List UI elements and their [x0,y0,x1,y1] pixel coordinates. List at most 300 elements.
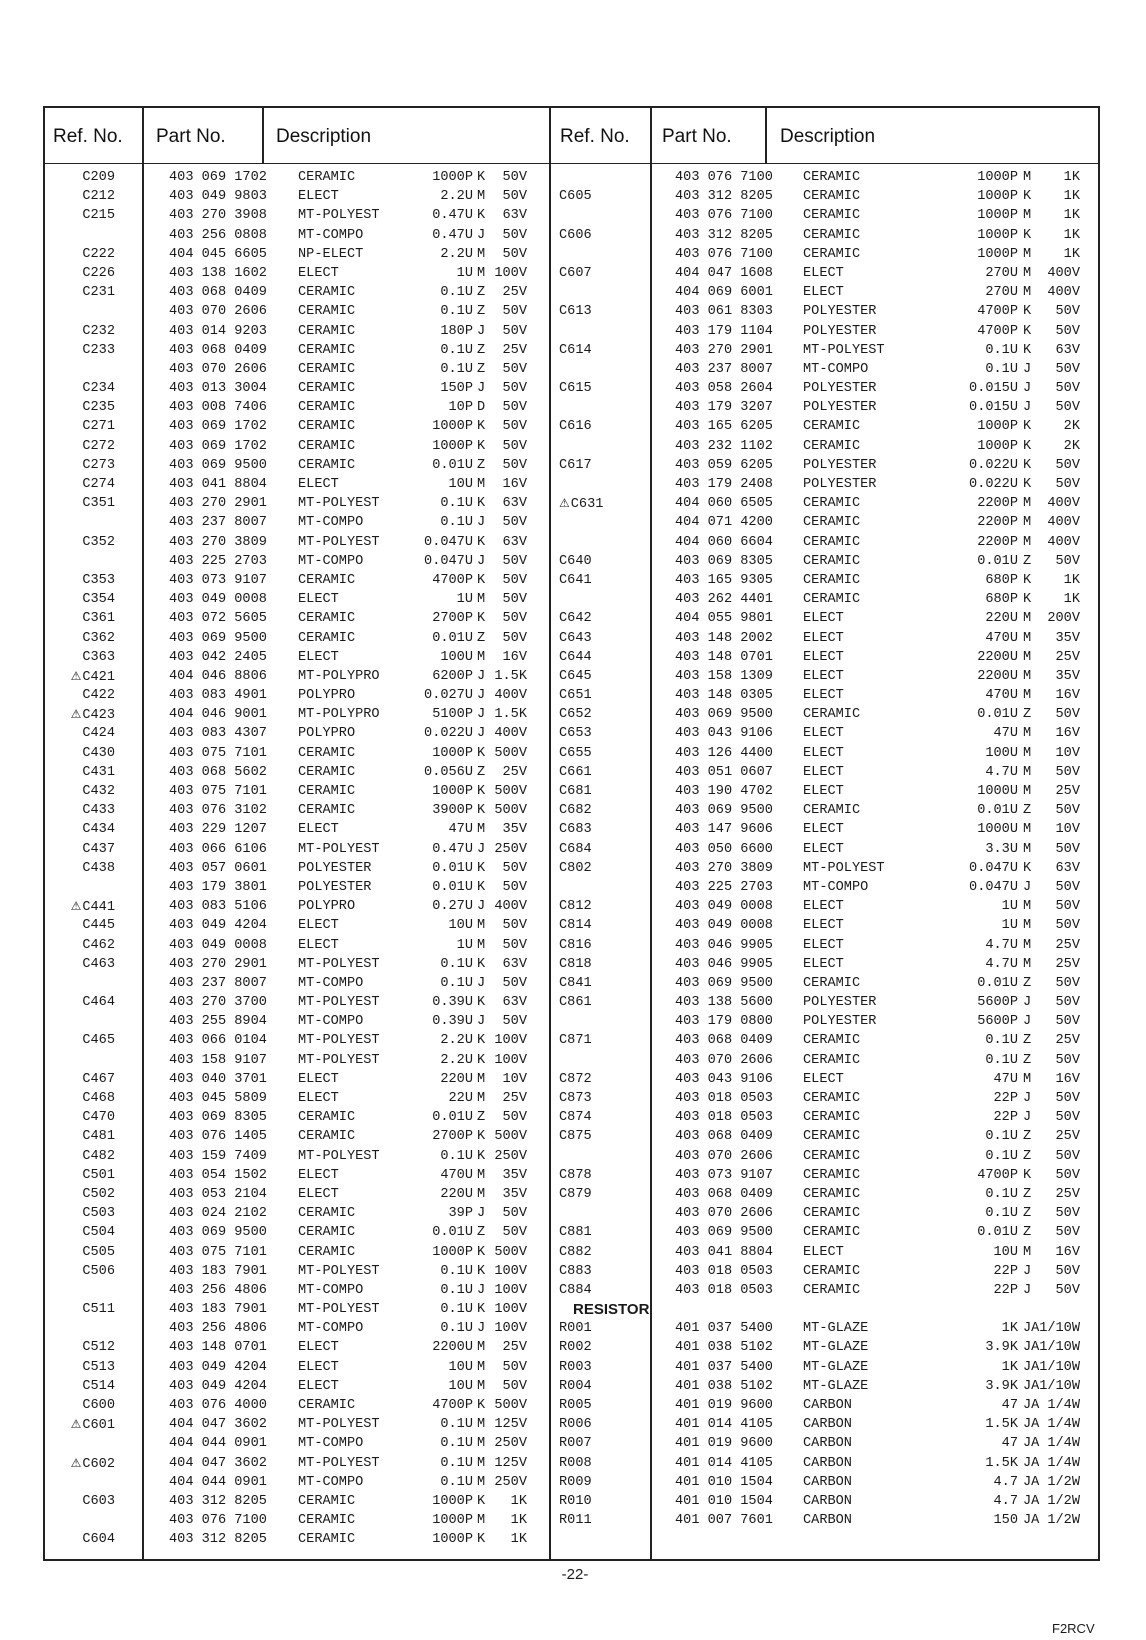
rating: 50V [502,323,527,339]
part-no: 403 059 6205 [675,457,773,473]
tolerance: J [1023,400,1032,416]
rating: 63V [502,496,527,512]
value: 4.7 [993,1474,1018,1490]
tolerance: M [477,822,486,838]
value: 1000U [977,822,1018,838]
description: ELECT [803,611,844,627]
rating: 50V [1055,764,1080,780]
table-row [45,1492,549,1511]
table-row [551,1012,1100,1031]
tolerance: M [1023,726,1032,742]
ref-no [45,1358,115,1377]
description: ELECT [803,668,844,684]
part-no: 403 008 7406 [169,400,267,416]
tolerance: K [1023,1167,1032,1183]
value: 0.047U [969,860,1018,876]
part-no: 403 046 9905 [675,937,773,953]
table-row [45,840,549,859]
tolerance: K [477,438,486,454]
part-no: 403 069 9500 [675,707,773,723]
rating: 1K [1063,189,1080,205]
description: MT-POLYEST [298,1033,380,1049]
rating: 50V [502,457,527,473]
ref-no [45,264,115,283]
description: CERAMIC [803,572,861,588]
value: 0.01U [432,1225,473,1241]
value: 220U [985,611,1018,627]
rating: 50V [502,189,527,205]
table-row [45,206,549,225]
tolerance: Z [1023,1129,1032,1145]
ref-no [45,648,115,667]
description: MT-POLYEST [803,860,885,876]
part-no: 404 045 6605 [169,246,267,262]
rating: 50V [502,304,527,320]
table-row [45,1031,549,1050]
tolerance: JA [1023,1455,1040,1471]
value: 4.7U [985,764,1018,780]
value: 1000P [977,438,1018,454]
ref-no-text: C503 [82,1206,115,1222]
table-row [551,206,1100,225]
description: POLYESTER [298,860,372,876]
part-no: 403 049 0008 [675,899,773,915]
ref-no-text: C226 [82,265,115,281]
description: ELECT [803,726,844,742]
rating: 50V [502,419,527,435]
description: CERAMIC [298,572,356,588]
table-row [551,782,1100,801]
tolerance: M [1023,496,1032,512]
ref-no-text: C502 [82,1186,115,1202]
tolerance: M [1023,784,1032,799]
ref-no-text: C438 [82,860,115,876]
table-row [551,1358,1100,1377]
value: 1000P [432,170,473,185]
ref-no [45,341,115,360]
ref-no [45,1338,115,1357]
tolerance: M [1023,285,1032,301]
rating: 1/4W [1047,1436,1080,1452]
rating: 1K [510,1493,527,1509]
ref-no [559,936,621,955]
description: CERAMIC [803,1091,861,1106]
ref-no-text: C423 [82,708,115,724]
description: CERAMIC [298,342,356,358]
ref-no-text: C464 [82,995,115,1011]
table-row [45,609,549,628]
part-no: 403 069 9500 [169,630,267,646]
ref-no-text: C600 [82,1398,115,1413]
value: 0.022U [969,457,1018,473]
value: 22P [993,1263,1018,1279]
description: MT-COMPO [298,227,364,243]
value: 2.2U [440,189,473,205]
ref-no [559,1396,621,1415]
rating: 63V [1055,860,1080,876]
table-row [45,993,549,1012]
description: CERAMIC [803,419,861,435]
tolerance: M [1023,899,1032,915]
value: 0.1U [985,1186,1018,1202]
part-no: 403 312 8205 [169,1532,267,1548]
rating: 63V [502,208,527,224]
table-row [551,1319,1100,1338]
rating: 25V [502,1091,527,1106]
description: CERAMIC [298,361,356,377]
tolerance: JA [1023,1474,1040,1490]
description: ELECT [803,918,844,934]
rating: 50V [502,400,527,416]
description: CERAMIC [298,1225,356,1241]
table-row [45,398,549,417]
part-no: 403 237 8007 [675,361,773,377]
table-row [551,629,1100,648]
tolerance: J [477,515,486,531]
rating: 200V [1047,611,1080,627]
rating: 25V [502,285,527,301]
tolerance: J [1023,1014,1032,1030]
ref-no-text: R007 [559,1436,592,1452]
value: 47U [993,1071,1018,1087]
part-no: 403 069 9500 [675,803,773,819]
tolerance: M [477,1186,486,1202]
description: MT-COMPO [298,553,364,569]
ref-no [559,1415,621,1434]
rating: 25V [1055,1033,1080,1049]
part-no: 403 070 2606 [169,361,267,377]
tolerance: M [477,592,486,608]
ref-no-text: C363 [82,649,115,665]
description: MT-GLAZE [803,1321,869,1337]
ref-no-text: C651 [559,688,592,704]
value: 5100P [432,707,473,723]
description: CARBON [803,1436,852,1452]
table-row [551,1511,1100,1530]
table-row [551,763,1100,782]
value: 1000U [977,784,1018,799]
value: 0.1U [440,496,473,512]
safety-warning-icon: ⚠ [559,496,570,511]
part-no: 403 018 0503 [675,1282,773,1298]
table-row [45,1166,549,1185]
rating: 50V [1055,1263,1080,1279]
table-row [551,398,1100,417]
rating: 500V [494,1398,527,1413]
part-no: 403 076 4000 [169,1398,267,1413]
ref-no-text: R002 [559,1340,592,1356]
description: POLYESTER [803,323,877,339]
value: 0.1U [440,1321,473,1337]
value: 0.022U [969,477,1018,492]
description: MT-POLYEST [803,342,885,358]
ref-no [45,955,115,974]
description: ELECT [803,784,844,799]
header-desc-left: Description [276,126,372,147]
description: CERAMIC [298,803,356,819]
ref-no [559,763,621,782]
description: MT-COMPO [298,1321,364,1337]
rating: 100V [494,1282,527,1298]
ref-no-text: C462 [82,937,115,953]
value: 1.5K [985,1417,1018,1433]
description: POLYESTER [803,381,877,397]
rating: 25V [1055,956,1080,972]
part-no: 403 256 4806 [169,1321,267,1337]
tolerance: M [477,189,486,205]
ref-no [45,686,115,705]
table-row [551,552,1100,571]
ref-no [559,993,621,1012]
ref-no-text: C640 [559,553,592,569]
divider [765,108,767,164]
tolerance: M [1023,208,1032,224]
table-row [45,187,549,206]
value: 1000P [977,227,1018,243]
value: 4700P [977,304,1018,320]
ref-no-text: C872 [559,1071,592,1087]
rating: 16V [1055,1244,1080,1260]
tolerance: JA [1023,1398,1040,1413]
table-row [551,686,1100,705]
ref-no-text: C607 [559,265,592,281]
part-no: 403 070 2606 [675,1052,773,1068]
value: 1U [456,265,473,281]
value: 0.47U [432,227,473,243]
table-row [45,1434,549,1453]
ref-no [559,1031,621,1050]
value: 22U [448,1091,473,1106]
description: ELECT [803,1071,844,1087]
tolerance: K [477,860,486,876]
tolerance: K [1023,419,1032,435]
value: 0.39U [432,1014,473,1030]
description: POLYPRO [298,726,356,742]
table-row [45,417,549,436]
value: 2.2U [440,1052,473,1068]
rating: 50V [502,630,527,646]
rating: 50V [1055,1148,1080,1164]
tolerance: K [1023,304,1032,320]
part-no: 403 237 8007 [169,515,267,531]
tolerance: M [1023,649,1032,665]
description: CERAMIC [803,707,861,723]
ref-no-text: C652 [559,707,592,723]
value: 0.1U [440,1474,473,1490]
part-no: 403 270 3908 [169,208,267,224]
ref-no-text: C468 [82,1091,115,1106]
part-no: 403 237 8007 [169,975,267,991]
part-no: 403 041 8804 [675,1244,773,1260]
ref-no [45,705,115,725]
value: 2200P [977,515,1018,531]
tolerance: Z [477,342,486,358]
tolerance: M [477,1071,486,1087]
description: CERAMIC [803,1033,861,1049]
ref-no-text: C616 [559,419,592,435]
rating: 10V [502,1071,527,1087]
description: MT-POLYPRO [298,668,380,684]
table-row [45,1530,549,1549]
table-row [45,1319,549,1338]
rating: 50V [1055,400,1080,416]
description: ELECT [298,265,339,281]
value: 2.2U [440,1033,473,1049]
rating: 16V [1055,1071,1080,1087]
description: CERAMIC [298,1244,356,1260]
tolerance: Z [1023,803,1032,819]
tolerance: Z [1023,1186,1032,1202]
part-no: 403 312 8205 [169,1493,267,1509]
value: 0.1U [440,1302,473,1318]
rating: 10V [1055,822,1080,838]
rating: 1K [1063,246,1080,262]
tolerance: Z [1023,975,1032,991]
value: 6200P [432,668,473,684]
value: 0.1U [440,285,473,301]
ref-no-text: C641 [559,572,592,588]
table-row [551,801,1100,820]
tolerance: J [477,707,486,723]
tolerance: M [477,1436,486,1452]
description: CERAMIC [298,1493,356,1509]
rating: 50V [1055,1110,1080,1126]
tolerance: K [1023,592,1032,608]
ref-no-text: C424 [82,726,115,742]
rating: 400V [494,726,527,742]
description: CERAMIC [803,1129,861,1145]
table-row [45,1012,549,1031]
rating: 50V [502,1206,527,1222]
description: POLYESTER [803,457,877,473]
ref-no [45,1089,115,1108]
description: ELECT [298,1340,339,1356]
safety-warning-icon: ⚠ [70,1455,82,1470]
value: 0.1U [985,1033,1018,1049]
part-no: 403 183 7901 [169,1263,267,1279]
part-no: 403 148 2002 [675,630,773,646]
rating: 50V [502,572,527,588]
part-no: 404 047 3602 [169,1417,267,1433]
table-row [551,1051,1100,1070]
description: CERAMIC [803,515,861,531]
ref-no-text: C875 [559,1129,592,1145]
rating: 1/10W [1039,1359,1080,1375]
rating: 63V [502,534,527,550]
ref-no [45,1031,115,1050]
value: 270U [985,265,1018,281]
table-row [551,648,1100,667]
part-no: 403 013 3004 [169,381,267,397]
ref-no [559,859,621,878]
ref-no-text: C352 [82,534,115,550]
table-row [551,494,1100,513]
tolerance: K [1023,438,1032,454]
table-row [45,437,549,456]
ref-no-text: C505 [82,1244,115,1260]
ref-no-text: C615 [559,381,592,397]
divider [262,108,264,164]
table-row [551,897,1100,916]
table-row [551,322,1100,341]
rating: 25V [502,764,527,780]
parts-list-table [43,106,1100,1561]
part-no: 403 069 9500 [675,975,773,991]
rating: 1/4W [1047,1417,1080,1433]
table-row [551,475,1100,494]
value: 0.1U [440,1455,473,1471]
tolerance: M [1023,170,1032,185]
part-no: 403 183 7901 [169,1302,267,1318]
tolerance: K [1023,860,1032,876]
description: POLYPRO [298,688,356,704]
table-row [45,1473,549,1492]
description: CERAMIC [298,1398,356,1413]
description: CERAMIC [298,1110,356,1126]
ref-no [45,936,115,955]
description: ELECT [298,477,339,492]
ref-no [45,590,115,609]
table-row [45,1185,549,1204]
part-no: 401 010 1504 [675,1474,773,1490]
description: ELECT [298,1071,339,1087]
rating: 50V [502,227,527,243]
tolerance: Z [477,285,486,301]
value: 0.01U [977,803,1018,819]
rating: 25V [502,1340,527,1356]
description: CERAMIC [803,1225,861,1241]
value: 0.1U [440,515,473,531]
ref-no [559,1243,621,1262]
value: 1000P [977,246,1018,262]
value: 0.1U [440,1282,473,1298]
ref-no-text: C818 [559,956,592,972]
description: ELECT [803,822,844,838]
value: 2200U [432,1340,473,1356]
table-row [551,1147,1100,1166]
table-row [551,1223,1100,1242]
ref-no [559,916,621,935]
table-row [45,1204,549,1223]
ref-no-text: C883 [559,1263,592,1279]
table-row [45,897,549,916]
rating: 50V [1055,553,1080,569]
tolerance: J [477,323,486,339]
rating: 50V [1055,803,1080,819]
ref-no [45,1166,115,1185]
rating: 125V [494,1455,527,1471]
value: 0.1U [440,1436,473,1452]
tolerance: M [477,1455,486,1471]
tolerance: Z [1023,1206,1032,1222]
ref-no-text: C645 [559,668,592,684]
ref-no-text: C353 [82,572,115,588]
description: MT-POLYEST [298,208,380,224]
part-no: 403 069 1702 [169,170,267,185]
tolerance: Z [477,457,486,473]
table-row [551,1454,1100,1473]
description: MT-POLYEST [298,841,380,857]
rating: 1/4W [1047,1455,1080,1471]
description: ELECT [298,592,339,608]
table-row [45,955,549,974]
rating: 50V [1055,841,1080,857]
ref-no [45,667,115,687]
ref-no-text: C606 [559,227,592,243]
rating: 125V [494,1417,527,1433]
table-row [551,974,1100,993]
ref-no [45,1415,115,1435]
